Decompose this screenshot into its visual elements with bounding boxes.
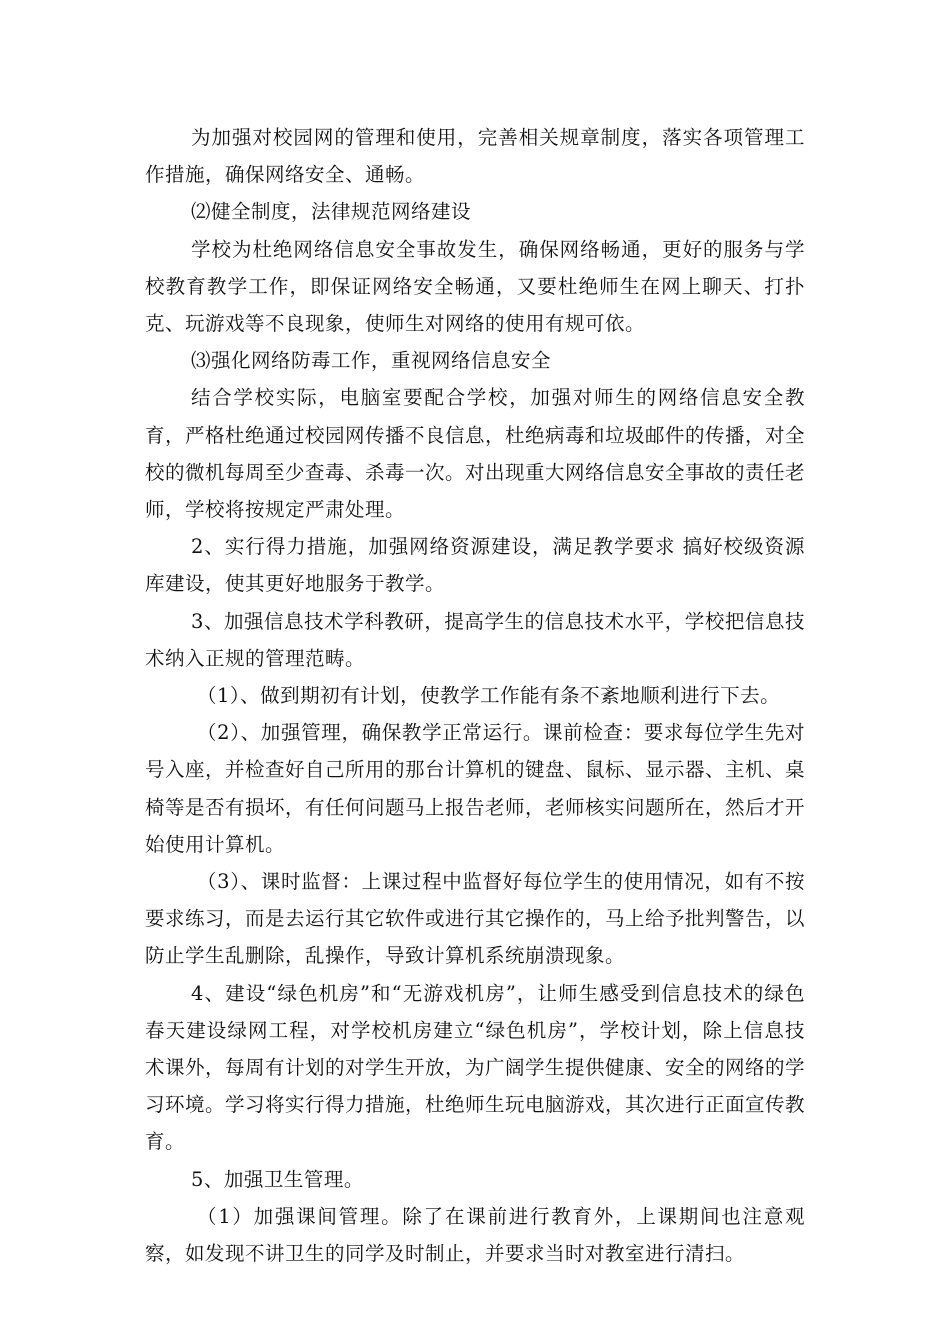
item-management: （2）、加强管理，确保教学正常运行。课前检查：要求每位学生先对号入座，并检查好自己所用的那台计算机的键盘、鼠标、显示器、主机、桌椅等是否有损坏，有任何问题马上报告老师，老师核实问题所在，然后才开始使用计算机。 [145, 721, 806, 856]
paragraph-hygiene: 5、加强卫生管理。 [191, 1167, 364, 1191]
paragraph-subject-research: 3、加强信息技术学科教研，提高学生的信息技术水平，学校把信息技术纳入正规的管理范畴。 [145, 609, 805, 670]
paragraph-network-management: 为加强对校园网的管理和使用，完善相关规章制度，落实各项管理工作措施，确保网络安全、通畅。 [145, 126, 805, 187]
item-break-management: （1）加强课间管理。除了在课前进行教育外，上课期间也注意观察，如发现不讲卫生的同学及时制止，并要求当时对教室进行清扫。 [145, 1204, 805, 1266]
paragraph-green-lab: 4、建设“绿色机房”和“无游戏机房”，让师生感受到信息技术的绿色春天建设绿网工程，对学校机房建立“绿色机房”，学校计划，除上信息技术课外，每周有计划的对学生开放，为广阔学生提供健康、安全的网络的学习环境。学习将实行得力措施，杜绝师生玩电脑游戏，其次进行正面宣传教育。 [145, 981, 806, 1154]
paragraph-school-network-safety: 学校为杜绝网络信息安全事故发生，确保网络畅通，更好的服务与学校教育教学工作，即保证网络安全畅通，又要杜绝师生在网上聊天、打扑克、玩游戏等不良现象，使师生对网络的使用有规可依。 [145, 237, 805, 336]
item-plan: （1）、做到期初有计划，使教学工作能有条不紊地顺利进行下去。 [197, 684, 781, 708]
document-body [145, 119, 805, 1272]
heading-sound-system: ⑵健全制度，法律规范网络建设 [191, 200, 472, 224]
heading-antivirus: ⑶强化网络防毒工作，重视网络信息安全 [191, 349, 552, 373]
item-supervision: （3）、课时监督：上课过程中监督好每位学生的使用情况，如有不按要求练习，而是去运行其它软件或进行其它操作的，马上给予批判警告，以防止学生乱删除，乱操作，导致计算机系统崩溃现象。 [145, 870, 806, 968]
paragraph-security-education: 结合学校实际，电脑室要配合学校，加强对师生的网络信息安全教育，严格杜绝通过校园网传播不良信息，杜绝病毒和垃圾邮件的传播，对全校的微机每周至少查毒、杀毒一次。对出现重大网络信息安全事故的责任老师，学校将按规定严肃处理。 [145, 386, 806, 522]
paragraph-resource-building: 2、实行得力措施，加强网络资源建设，满足教学要求 搞好校级资源库建设，使其更好地服务于教学。 [145, 535, 805, 596]
